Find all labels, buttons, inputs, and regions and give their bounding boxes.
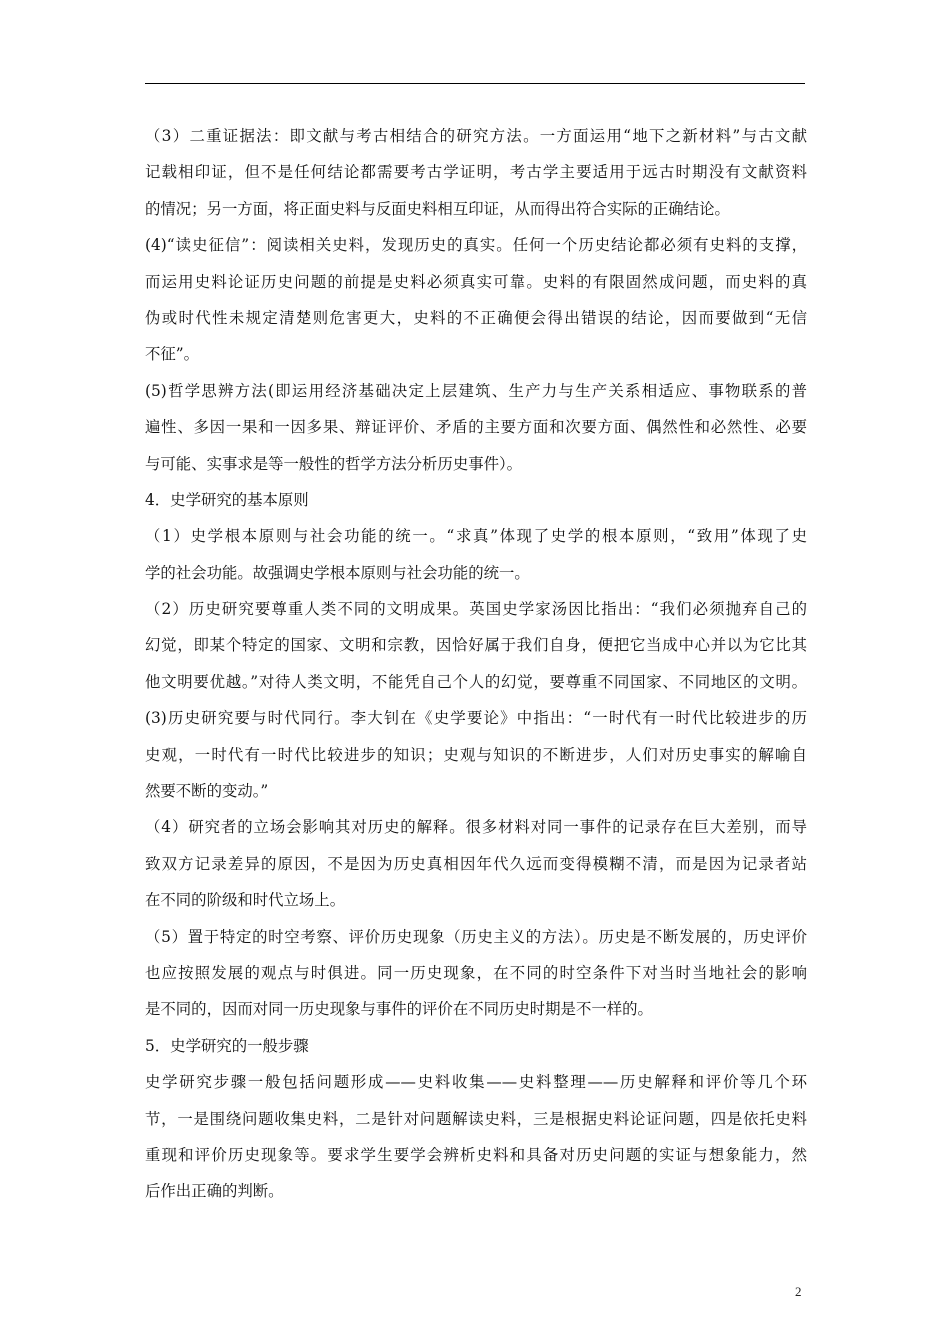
paragraph-line: 重现和评价历史现象等。要求学生要学会辨析史料和具备对历史问题的实证与想象能力，然: [145, 1145, 807, 1164]
paragraph-line: 学的社会功能。故强调史学根本原则与社会功能的统一。: [145, 563, 530, 582]
paragraph-line: 伪或时代性未规定清楚则危害更大，史料的不正确便会得出错误的结论，因而要做到“无信: [145, 308, 807, 327]
document-body: [145, 118, 807, 1210]
paragraph-line: 他文明要优越。”对待人类文明，不能凭自己个人的幻觉，要尊重不同国家、不同地区的文明。: [145, 672, 807, 691]
paragraph-line: 幻觉，即某个特定的国家、文明和宗教，因恰好属于我们自身，便把它当成中心并以为它比其: [145, 636, 807, 655]
paragraph-line: 致双方记录差异的原因，不是因为历史真相因年代久远而变得模糊不清，而是因为记录者站: [145, 854, 807, 873]
paragraph-line: （4）研究者的立场会影响其对历史的解释。很多材料对同一事件的记录存在巨大差别，而导: [145, 818, 807, 837]
section-heading: 4．史学研究的基本原则: [145, 490, 309, 509]
paragraph-line: 后作出正确的判断。: [145, 1182, 284, 1201]
paragraph-line: 史学研究步骤一般包括问题形成——史料收集——史料整理——历史解释和评价等几个环: [145, 1073, 807, 1092]
paragraph-line: 史观，一时代有一时代比较进步的知识；史观与知识的不断进步，人们对历史事实的解喻自: [145, 745, 807, 764]
paragraph-line: (5)哲学思辨方法(即运用经济基础决定上层建筑、生产力与生产关系相适应、事物联系的普: [145, 381, 807, 400]
paragraph-line: 然要不断的变动。”: [145, 782, 269, 801]
paragraph-line: 记载相印证，但不是任何结论都需要考古学证明，考古学主要适用于远古时期没有文献资料: [145, 163, 807, 182]
paragraph-line: 遍性、多因一果和一因多果、辩证评价、矛盾的主要方面和次要方面、偶然性和必然性、必要: [145, 418, 807, 437]
paragraph-line: 节，一是围绕问题收集史料，二是针对问题解读史料，三是根据史料论证问题，四是依托史料: [145, 1109, 807, 1128]
paragraph-line: 是不同的，因而对同一历史现象与事件的评价在不同历史时期是不一样的。: [145, 1000, 653, 1019]
page-number: 2: [795, 1284, 802, 1299]
paragraph-line: （1）史学根本原则与社会功能的统一。“求真”体现了史学的根本原则，“致用”体现了史: [145, 527, 807, 546]
paragraph-line: 而运用史料论证历史问题的前提是史料必须真实可靠。史料的有限固然成问题，而史料的真: [145, 272, 807, 291]
section-heading: 5．史学研究的一般步骤: [145, 1036, 309, 1055]
paragraph-line: (3)历史研究要与时代同行。李大钊在《史学要论》中指出：“一时代有一时代比较进步的历: [145, 709, 807, 728]
paragraph-line: 不征”。: [145, 345, 200, 364]
paragraph-line: （2）历史研究要尊重人类不同的文明成果。英国史学家汤因比指出：“我们必须抛弃自己的: [145, 600, 807, 619]
header-rule: [145, 83, 805, 84]
paragraph-line: 也应按照发展的观点与时俱进。同一历史现象，在不同的时空条件下对当时当地社会的影响: [145, 963, 807, 982]
paragraph-line: 在不同的阶级和时代立场上。: [145, 891, 346, 910]
paragraph-line: （3）二重证据法：即文献与考古相结合的研究方法。一方面运用“地下之新材料”与古文献: [145, 127, 807, 145]
paragraph-line: (4)“读史征信”：阅读相关史料，发现历史的真实。任何一个历史结论都必须有史料的支撑，: [145, 236, 807, 255]
paragraph-line: 的情况；另一方面，将正面史料与反面史料相互印证，从而得出符合实际的正确结论。: [145, 199, 730, 218]
paragraph-line: （5）置于特定的时空考察、评价历史现象（历史主义的方法）。历史是不断发展的，历史评价: [145, 927, 807, 946]
paragraph-line: 与可能、实事求是等一般性的哲学方法分析历史事件）。: [145, 454, 523, 473]
